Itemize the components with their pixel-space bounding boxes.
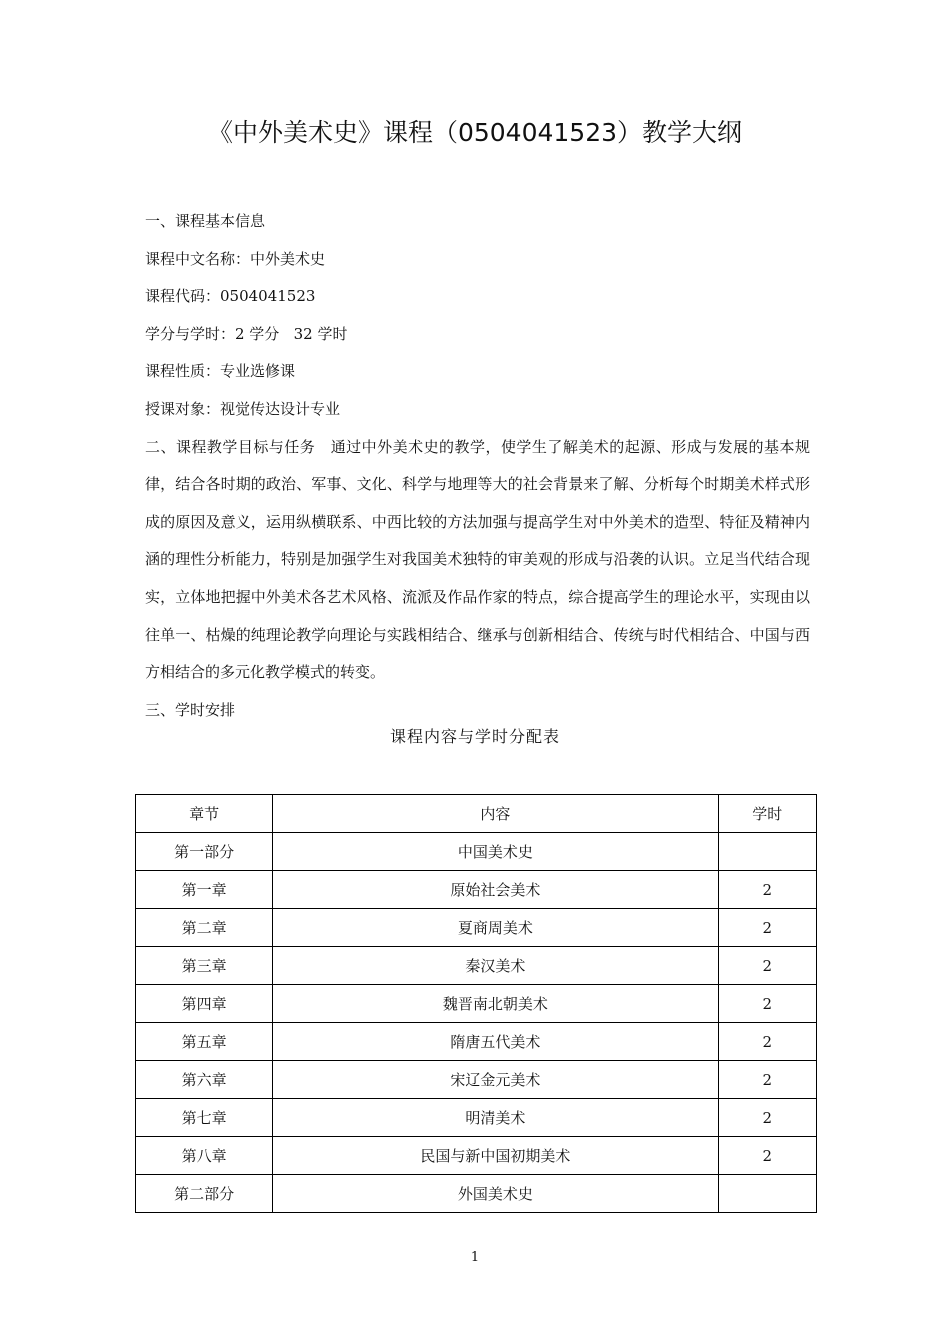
cell-content: 中国美术史 (273, 833, 718, 871)
basic-info-heading: 一、课程基本信息 (145, 212, 266, 230)
cell-chapter: 第四章 (136, 985, 273, 1023)
table-row (136, 871, 817, 909)
table-row (136, 1099, 817, 1137)
cell-chapter: 第二部分 (136, 1175, 273, 1213)
course-chinese-name: 课程中文名称：中外美术史 (145, 249, 326, 268)
cell-content: 魏晋南北朝美术 (273, 985, 718, 1023)
table-row (136, 947, 817, 985)
cell-content: 民国与新中国初期美术 (273, 1137, 718, 1175)
document-title: 《中外美术史》课程（0504041523）教学大纲 (207, 118, 743, 147)
cell-hours: 2 (718, 1137, 817, 1175)
cell-content: 隋唐五代美术 (273, 1023, 718, 1061)
cell-chapter: 第三章 (136, 947, 273, 985)
table-row (136, 985, 817, 1023)
target-audience: 授课对象：视觉传达设计专业 (145, 399, 341, 418)
table-row (136, 1023, 817, 1061)
header-content: 内容 (273, 795, 718, 833)
course-code: 课程代码：0504041523 (145, 287, 316, 306)
page-number: 1 (470, 1250, 480, 1265)
credits-and-hours: 学分与学时：2 学分 32 学时 (145, 324, 348, 343)
cell-chapter: 第六章 (136, 1061, 273, 1099)
table-row (136, 833, 817, 871)
cell-hours: 2 (718, 1023, 817, 1061)
table-row (136, 1061, 817, 1099)
schedule-heading: 三、学时安排 (145, 700, 236, 719)
cell-hours: 2 (718, 1099, 817, 1137)
cell-content: 原始社会美术 (273, 871, 718, 909)
cell-chapter: 第五章 (136, 1023, 273, 1061)
cell-content: 秦汉美术 (273, 947, 718, 985)
header-hours: 学时 (718, 795, 817, 833)
table-row (136, 1137, 817, 1175)
course-nature: 课程性质：专业选修课 (145, 362, 296, 381)
cell-chapter: 第一部分 (136, 833, 273, 871)
table-caption: 课程内容与学时分配表 (389, 727, 560, 746)
cell-content: 外国美术史 (273, 1175, 718, 1213)
cell-content: 明清美术 (273, 1099, 718, 1137)
cell-chapter: 第二章 (136, 909, 273, 947)
cell-hours (718, 833, 817, 871)
cell-hours (718, 1175, 817, 1213)
document-body (145, 203, 810, 729)
objectives-paragraph: 二、课程教学目标与任务 通过中外美术史的教学，使学生了解美术的起源、形成与发展的基本规律，结合各时期的政治、军事、文化、科学与地理等大的社会背景来了解、分析每个时期美术样式形成的原因及意义，运用纵横联系、中西比较的方法加强与提高学生对中外美术的造型、特征及精神内涵的理性分析能力，特别是加强学生对我国美术独特的审美观的形成与沿袭的认识。立足当代结合现实，立体地把握中外美术各艺术风格、流派及作品作家的特点，综合提高学生的理论水平，实现由以往单一、枯燥的纯理论教学向理论与实践相结合、继承与创新相结合、传统与时代相结合、中国与西方相结合的多元化教学模式的转变。 (145, 437, 810, 682)
cell-chapter: 第八章 (136, 1137, 273, 1175)
table-row (136, 909, 817, 947)
cell-hours: 2 (718, 1061, 817, 1099)
cell-hours: 2 (718, 909, 817, 947)
cell-content: 夏商周美术 (273, 909, 718, 947)
table-row (136, 1175, 817, 1213)
header-chapter: 章节 (136, 795, 273, 833)
cell-chapter: 第一章 (136, 871, 273, 909)
cell-content: 宋辽金元美术 (273, 1061, 718, 1099)
hours-allocation-table (135, 794, 817, 1213)
cell-hours: 2 (718, 871, 817, 909)
table-header-row (136, 795, 817, 833)
cell-hours: 2 (718, 985, 817, 1023)
cell-hours: 2 (718, 947, 817, 985)
cell-chapter: 第七章 (136, 1099, 273, 1137)
